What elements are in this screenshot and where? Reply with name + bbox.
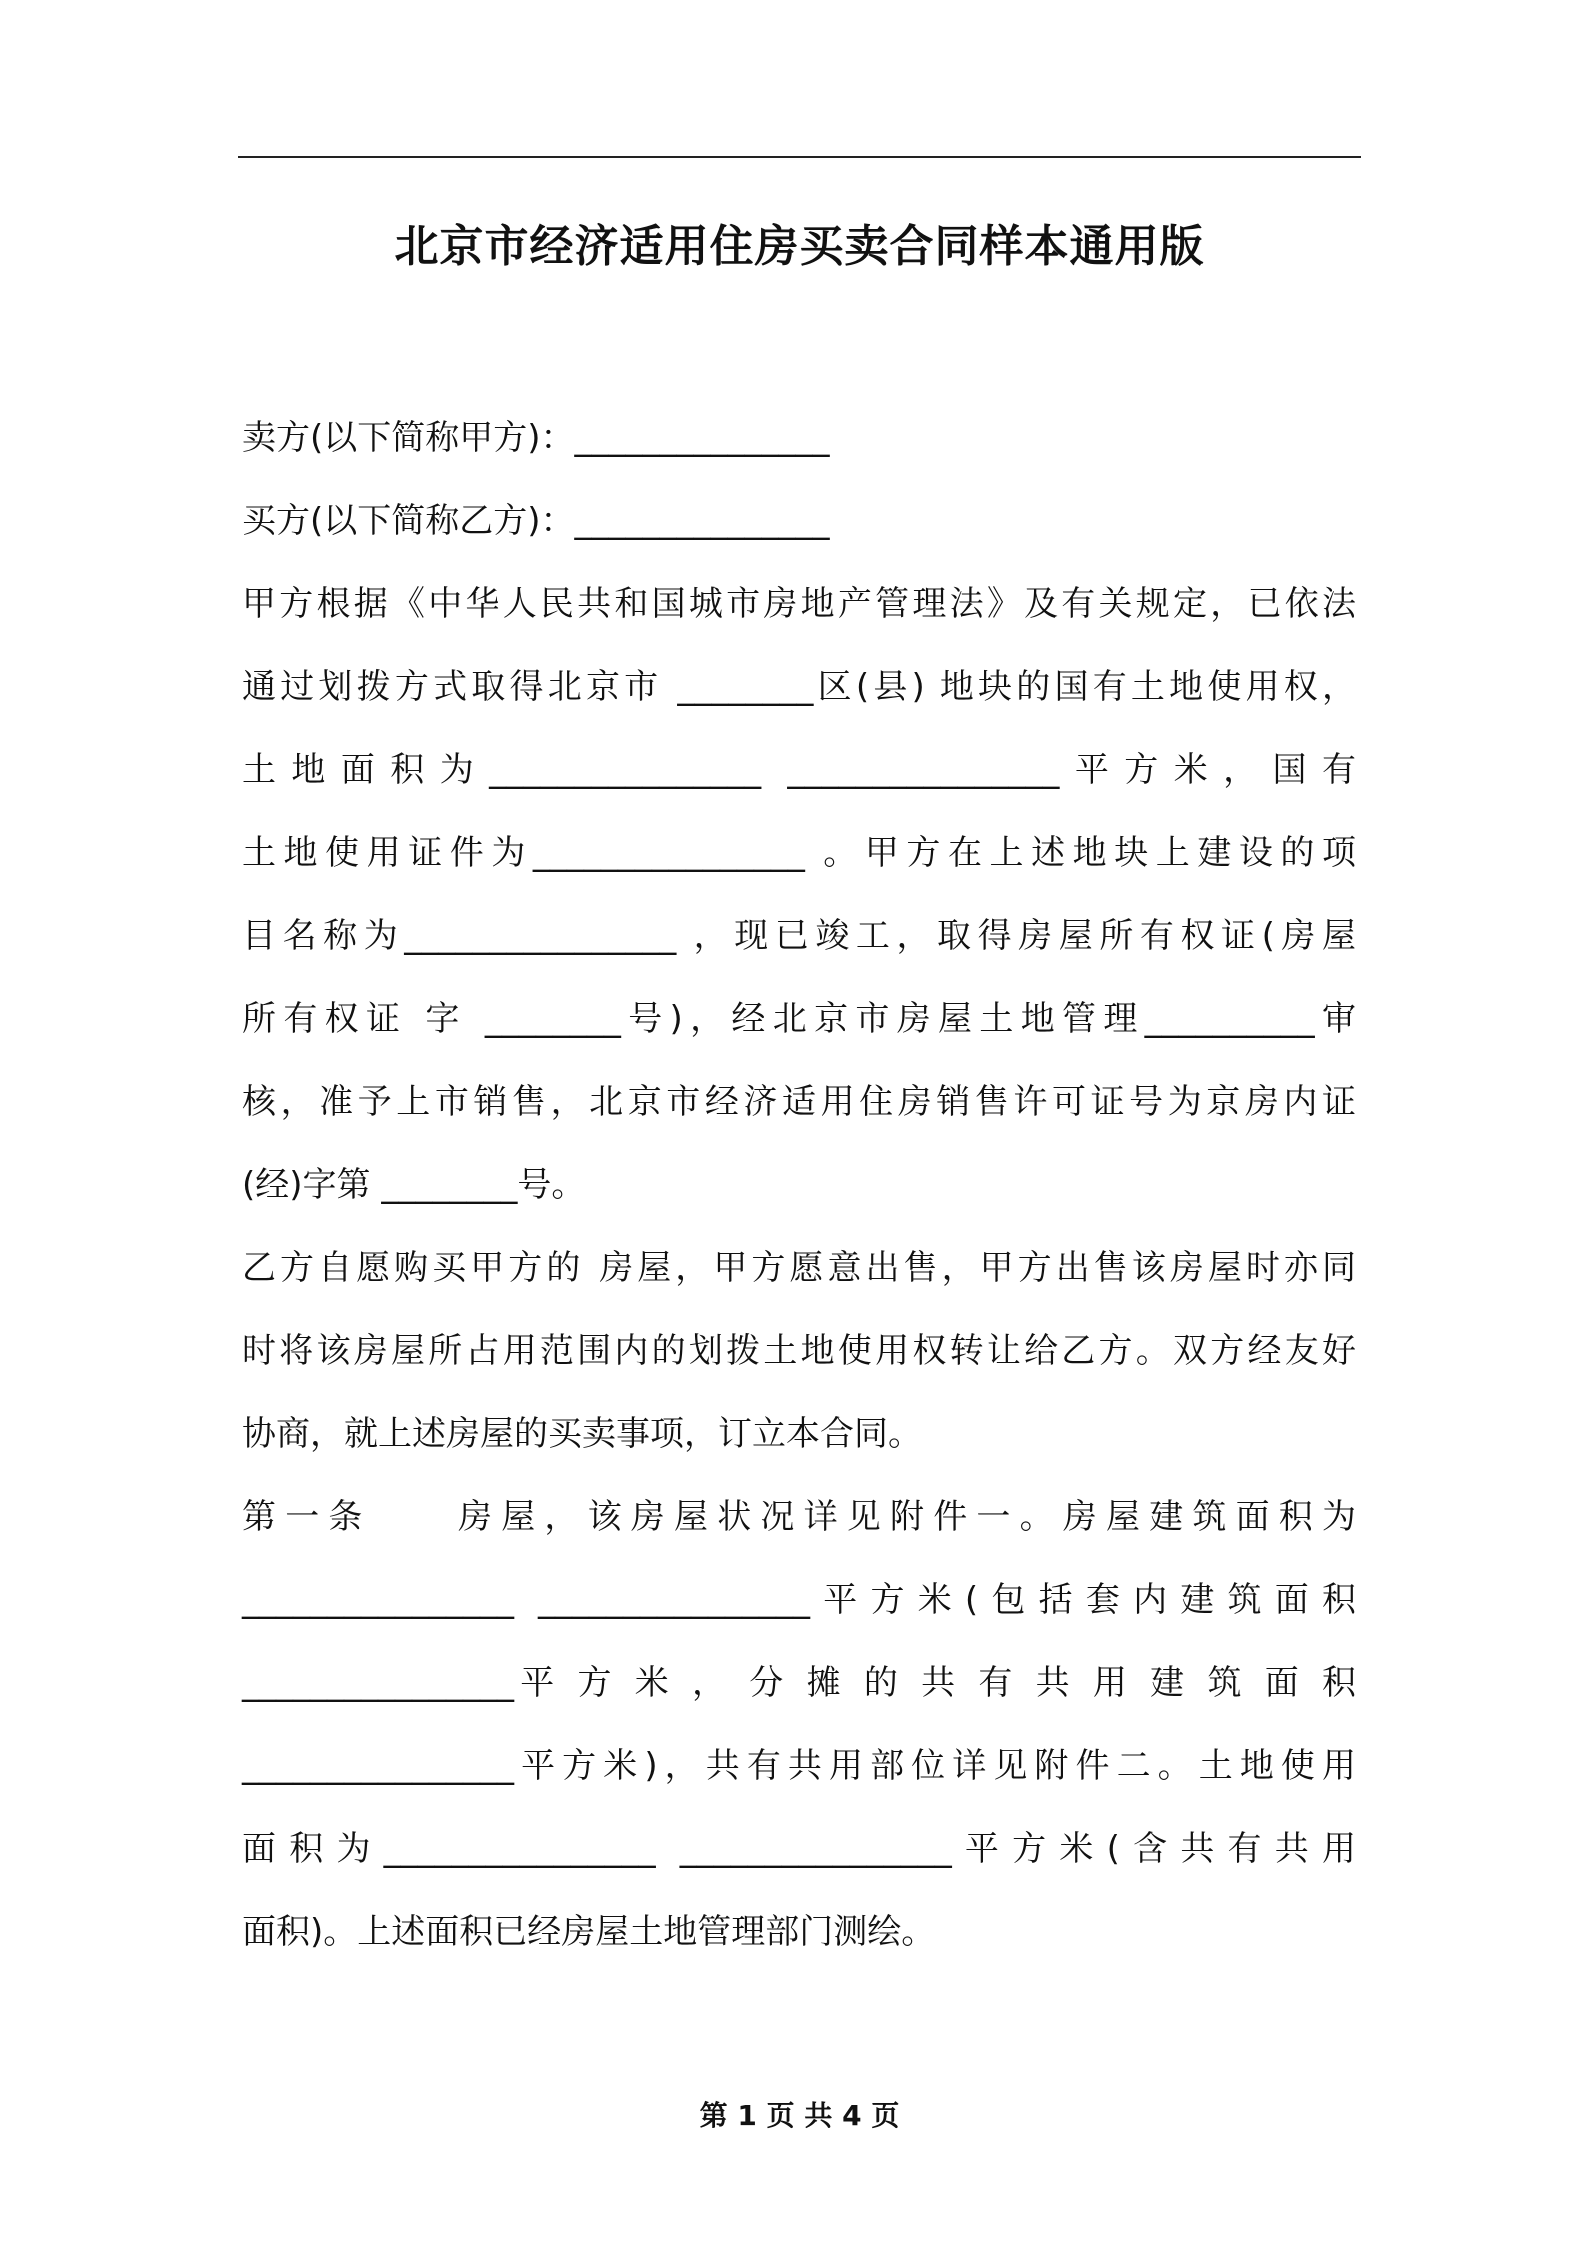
body-line: 土地使用证件为________________ 。甲方在上述地块上建设的项 [242,833,1356,873]
body-line: ________________平方米)，共有共用部位详见附件二。土地使用 [242,1746,1356,1786]
body-line: 乙方自愿购买甲方的 房屋，甲方愿意出售，甲方出售该房屋时亦同 [242,1248,1356,1288]
body-line: 所有权证 字 ________号)，经北京市房屋土地管理__________审 [242,999,1356,1039]
body-line: ________________平 方 米 ， 分 摊 的 共 有 共 用 建 筑 面 积 [242,1663,1356,1703]
body-line: 时将该房屋所占用范围内的划拨土地使用权转让给乙方。双方经友好 [242,1331,1356,1371]
body-line: 甲方根据《中华人民共和国城市房地产管理法》及有关规定，已依法 [242,584,1356,624]
seller-line: 卖方(以下简称甲方)：_______________ [242,418,830,458]
page-number: 第 1 页 共 4 页 [699,2099,900,2132]
article-one-heading: 第一条 房屋，该房屋状况详见附件一。房屋建筑面积为 [242,1497,1356,1537]
body-line: 面积)。上述面积已经房屋土地管理部门测绘。 [242,1912,936,1952]
body-line: 目名称为________________ ，现已竣工，取得房屋所有权证(房屋 [242,916,1356,956]
header-rule [238,156,1361,158]
buyer-line: 买方(以下简称乙方)：_______________ [242,501,830,541]
body-line: 面积为________________ ________________平方米(含共有共用 [242,1829,1356,1869]
body-line: 协商，就上述房屋的买卖事项，订立本合同。 [242,1414,922,1454]
document-title: 北京市经济适用住房买卖合同样本通用版 [394,221,1205,272]
body-line: (经)字第 ________号。 [242,1165,586,1205]
body-line: 核，准予上市销售，北京市经济适用住房销售许可证号为京房内证 [242,1082,1356,1122]
body-line: 通过划拨方式取得北京市 ________区(县) 地块的国有土地使用权， [242,667,1356,707]
body-line: 土地面积为________________ ________________平方米，国有 [242,750,1356,790]
body-line: ________________ ________________平方米(包括套内建筑面积 [242,1580,1356,1620]
